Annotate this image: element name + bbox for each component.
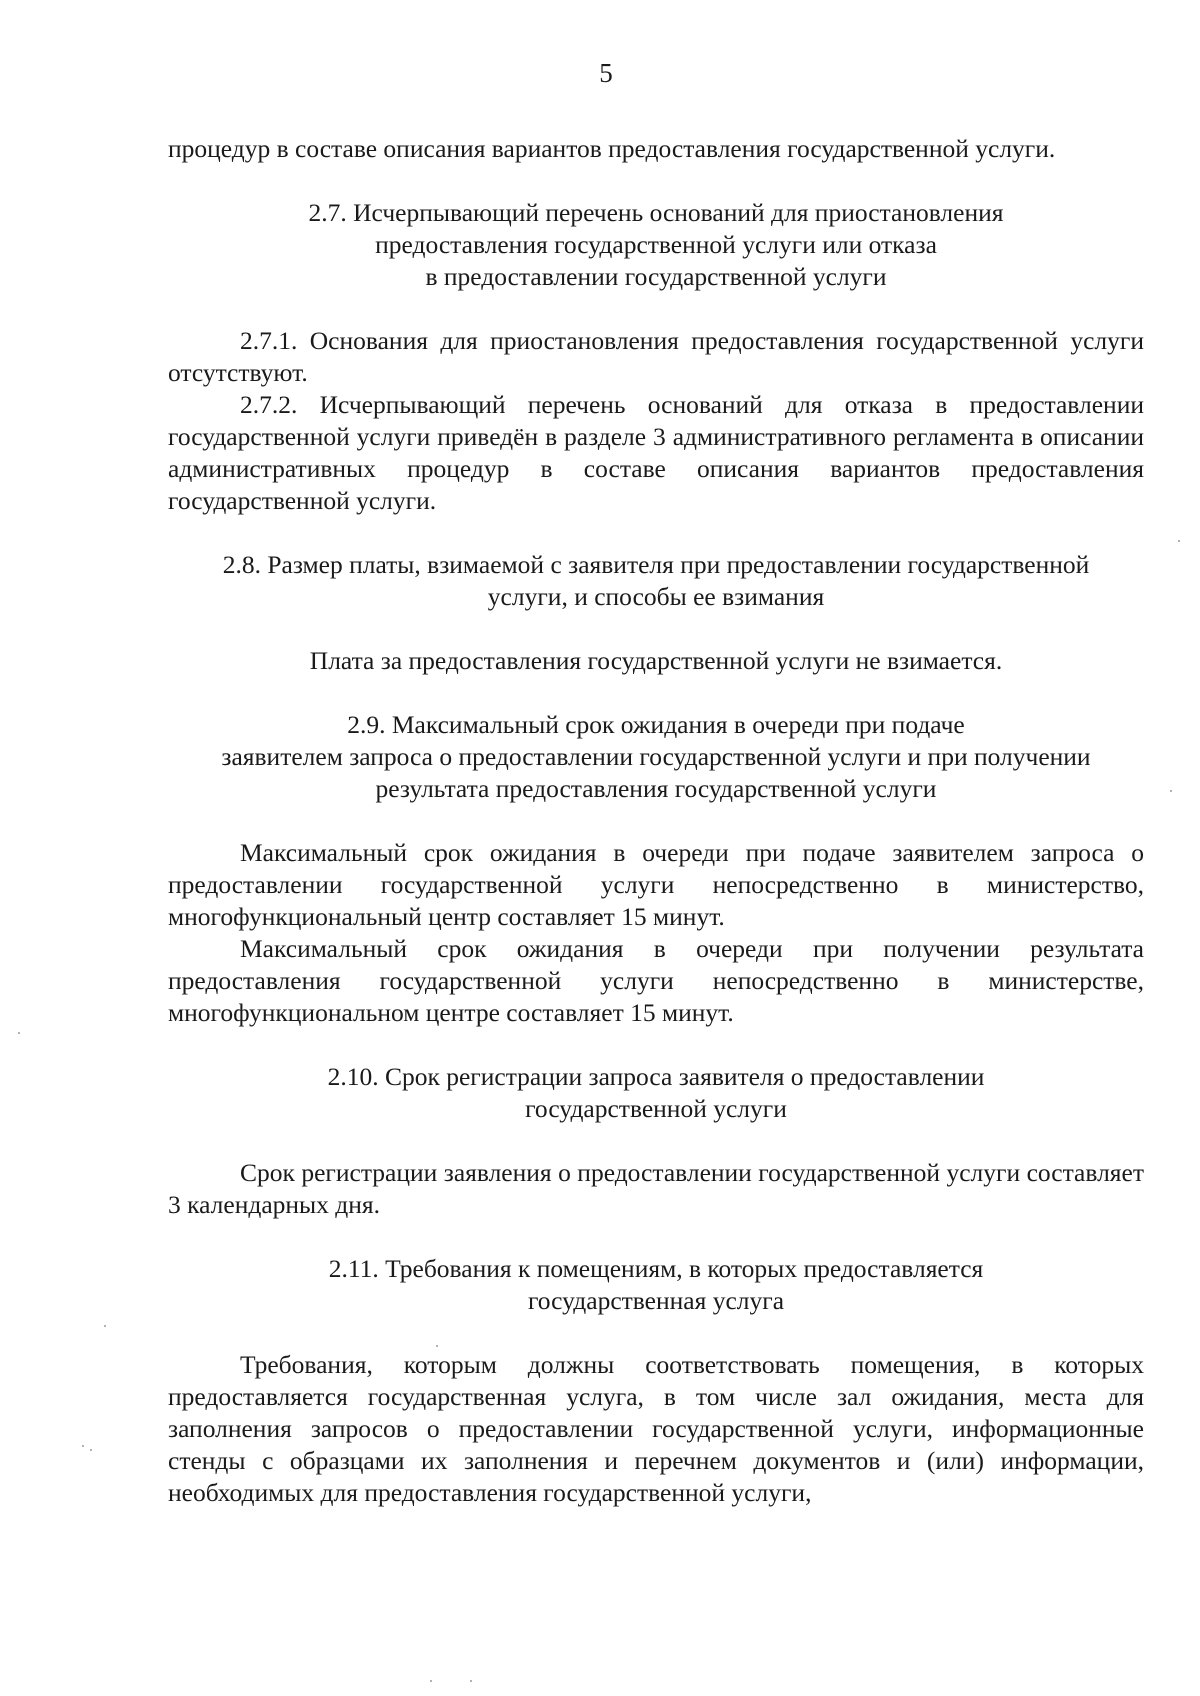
paragraph-2-8: Плата за предоставления государственной услуги не взимается.: [309, 646, 1003, 675]
scan-speck: [430, 1680, 432, 1682]
section-2-8-heading-line: услуги, и способы ее взимания: [487, 582, 825, 611]
section-2-7-heading-line: 2.7. Исчерпывающий перечень оснований для приостановления: [308, 198, 1004, 227]
paragraph-2-7-2: 2.7.2. Исчерпывающий перечень оснований для отказа в предоставлении государственной услуги приведён в разделе 3 административного регламента в описании административных процедур в составе описания вариантов предоставления государственной услуги.: [168, 390, 1144, 515]
section-2-7-heading: [168, 197, 1144, 293]
section-2-9-heading: [168, 709, 1144, 805]
paragraph-2-10: Срок регистрации заявления о предоставлении государственной услуги составляет 3 календарных дня.: [168, 1158, 1144, 1219]
scan-speck: [90, 1449, 92, 1451]
section-2-9-heading-line: заявителем запроса о предоставлении государственной услуги и при получении: [221, 742, 1091, 771]
section-2-8-heading: [168, 549, 1144, 613]
section-2-10-heading-line: 2.10. Срок регистрации запроса заявителя о предоставлении: [327, 1062, 985, 1091]
paragraph-2-7-1: 2.7.1. Основания для приостановления предоставления государственной услуги отсутствуют.: [168, 326, 1144, 387]
scan-speck: [82, 1445, 84, 1447]
intro-paragraph: процедур в составе описания вариантов предоставления государственной услуги.: [168, 134, 1056, 163]
paragraph-2-11: Требования, которым должны соответствовать помещения, в которых предоставляется государственная услуга, в том числе зал ожидания, места для заполнения запросов о предоставлении государственной услуги, информационные стенды с образцами их заполнения и перечнем документов и (или) информации, необходимых для предоставления государственной услуги,: [168, 1350, 1144, 1507]
section-2-9-heading-line: 2.9. Максимальный срок ожидания в очереди при подаче: [347, 710, 965, 739]
section-2-8-heading-line: 2.8. Размер платы, взимаемой с заявителя при предоставлении государственной: [222, 550, 1090, 579]
section-2-7-heading-line: в предоставлении государственной услуги: [425, 262, 887, 291]
page-number: 5: [599, 58, 613, 88]
section-2-10-heading: [168, 1061, 1144, 1125]
section-2-10-heading-line: государственной услуги: [525, 1094, 787, 1123]
scan-speck: [104, 1325, 106, 1327]
scan-speck: [1170, 790, 1172, 792]
scan-speck: [470, 1680, 472, 1682]
paragraph-2-9-queue-result: Максимальный срок ожидания в очереди при получении результата предоставления государственной услуги непосредственно в министерстве, многофункциональном центре составляет 15 минут.: [168, 934, 1144, 1027]
section-2-11-heading: [168, 1253, 1144, 1317]
scan-speck: [436, 1345, 438, 1347]
section-2-9-heading-line: результата предоставления государственной услуги: [375, 774, 937, 803]
scan-speck: [1178, 540, 1180, 542]
paragraph-2-9-queue-submission: Максимальный срок ожидания в очереди при подаче заявителем запроса о предоставлении государственной услуги непосредственно в министерство, многофункциональный центр составляет 15 минут.: [168, 838, 1144, 931]
section-2-11-heading-line: 2.11. Требования к помещениям, в которых предоставляется: [328, 1254, 984, 1283]
scan-speck: [18, 1032, 20, 1034]
section-2-7-heading-line: предоставления государственной услуги или отказа: [375, 230, 937, 259]
section-2-11-heading-line: государственная услуга: [527, 1286, 785, 1315]
document-body: [168, 133, 1144, 1509]
